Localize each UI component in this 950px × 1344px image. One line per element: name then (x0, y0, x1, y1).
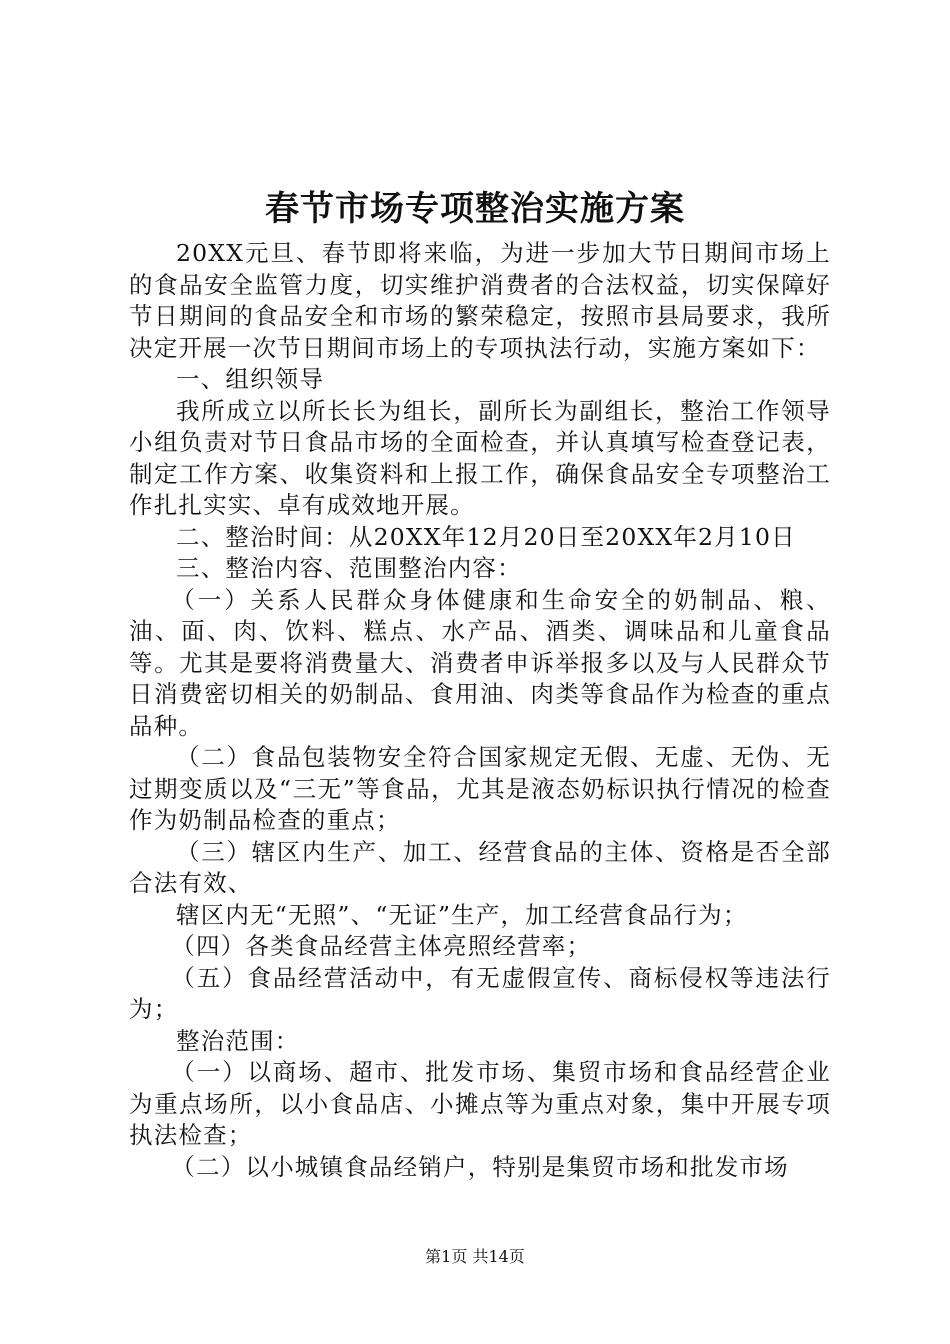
heading-time: 二、整治时间：从20XX年12月20日至20XX年2月10日 (176, 522, 796, 551)
document-body (129, 238, 831, 1183)
scope-item-2: （二）以小城镇食品经销户，特别是集贸市场和批发市场 (171, 1152, 789, 1181)
content-item-1: （一）关系人民群众身体健康和生命安全的奶制品、粮、油、面、肉、饮料、糕点、水产品、酒类、调味品和儿童食品等。尤其是要将消费量大、消费者申诉举报多以及与人民群众节日消费密切相关的奶制品、食用油、肉类等食品作为检查的重点品种。 (129, 585, 831, 740)
heading-organization: 一、组织领导 (176, 365, 325, 393)
content-item-4: （四）各类食品经营主体亮照经营率； (171, 932, 592, 960)
content-item-3: （三）辖区内生产、加工、经营食品的主体、资格是否全部合法有效、 (129, 837, 831, 897)
content-item-5: （五）食品经营活动中，有无虚假宣传、商标侵权等违法行为； (129, 963, 831, 1023)
heading-content: 三、整治内容、范围整治内容： (176, 554, 522, 582)
page-footer: 第1页 共14页 (425, 1247, 525, 1266)
paragraph-organization: 我所成立以所长长为组长，副所长为副组长，整治工作领导小组负责对节日食品市场的全面检查，并认真填写检查登记表，制定工作方案、收集资料和上报工作，确保食品安全专项整治工作扎扎实实、卓有成效地开展。 (129, 396, 831, 519)
content-item-3-continued: 辖区内无“无照”、“无证”生产，加工经营食品行为； (176, 900, 748, 929)
heading-scope: 整治范围： (176, 1026, 300, 1055)
page-title: 春节市场专项整治实施方案 (265, 189, 685, 229)
paragraph-intro: 20XX元旦、春节即将来临，为进一步加大节日期间市场上的食品安全监管力度，切实维护消费者的合法权益，切实保障好节日期间的食品安全和市场的繁荣稳定，按照市县局要求，我所决定开展一次节日期间市场上的专项执法行动，实施方案如下： (129, 239, 831, 362)
scope-item-1: （一）以商场、超市、批发市场、集贸市场和食品经营企业为重点场所，以小食品店、小摊点等为重点对象，集中开展专项执法检查； (129, 1058, 831, 1149)
content-item-2: （二）食品包装物安全符合国家规定无假、无虚、无伪、无过期变质以及“三无”等食品，尤其是液态奶标识执行情况的检查作为奶制品检查的重点； (129, 743, 831, 834)
